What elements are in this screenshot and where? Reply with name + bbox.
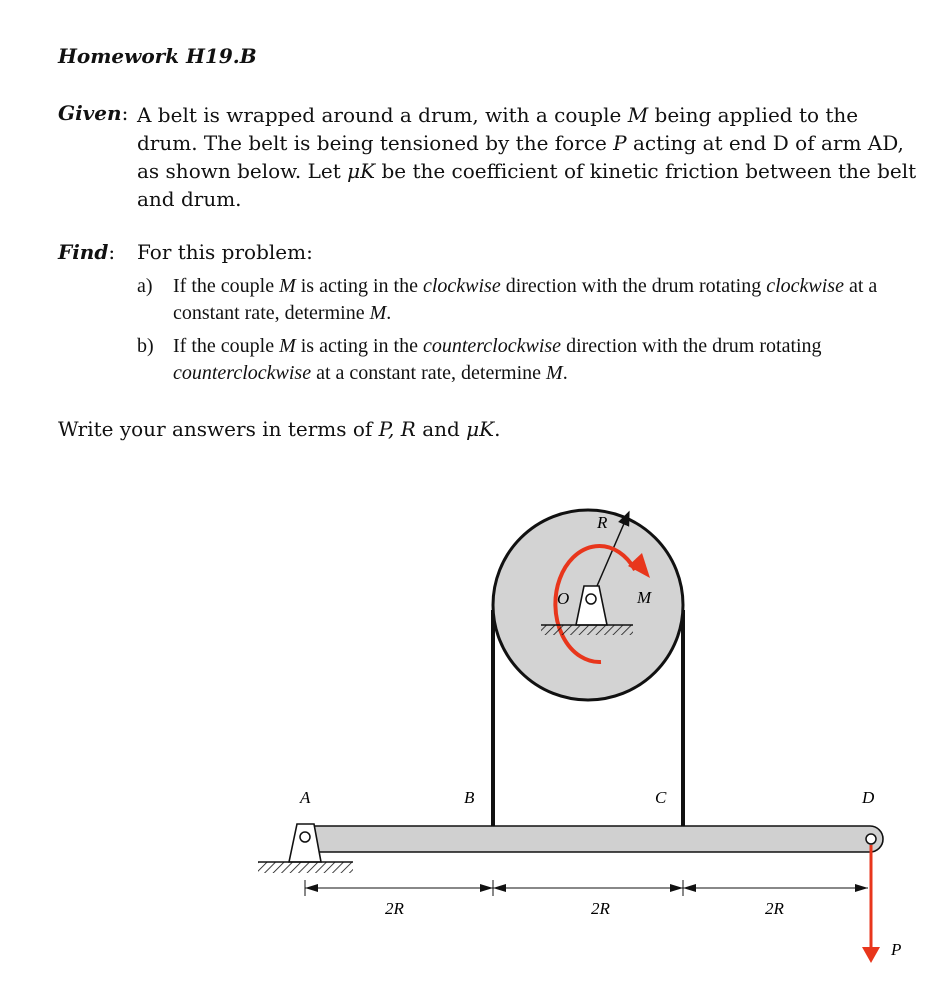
dim-BC: 2R: [591, 899, 610, 918]
label-M: M: [637, 588, 652, 607]
label-O: O: [557, 589, 570, 608]
arm-AD: [305, 826, 883, 852]
part-a-text: If the couple M is acting in the clockwise direction with the drum rotating clockwise at a constant rate, determine M.: [173, 275, 878, 324]
given-label: Given:: [58, 101, 129, 125]
dim-CD: 2R: [765, 899, 784, 918]
page-title: Homework H19.B: [58, 44, 257, 68]
pin-O: [586, 594, 596, 604]
pin-A: [300, 832, 310, 842]
label-C: C: [655, 788, 667, 807]
find-intro: For this problem:: [137, 240, 313, 264]
force-P-arrowhead: [862, 947, 880, 963]
given-text: A belt is wrapped around a drum, with a couple M being applied to the drum. The belt is being tensioned by the force P acting at end D of arm AD, as shown below. Let μK be the coefficient of kinetic friction between the belt and drum.: [137, 103, 917, 211]
label-P: P: [891, 940, 902, 959]
part-b-text: If the couple M is acting in the counterclockwise direction with the drum rotating counterclockwise at a constant rate, determine M.: [173, 335, 822, 384]
label-B: B: [464, 788, 475, 807]
dim-AB: 2R: [385, 899, 404, 918]
write-instructions: Write your answers in terms of P, R and μK.: [58, 417, 501, 441]
label-A: A: [300, 788, 311, 807]
pin-D: [866, 834, 876, 844]
label-R: R: [597, 513, 608, 532]
ground-A: [258, 862, 353, 873]
label-D: D: [862, 788, 875, 807]
find-label: Find:: [58, 240, 116, 264]
part-a-letter: a): [137, 275, 153, 297]
part-b-letter: b): [137, 335, 154, 357]
ground-O: [541, 625, 633, 635]
